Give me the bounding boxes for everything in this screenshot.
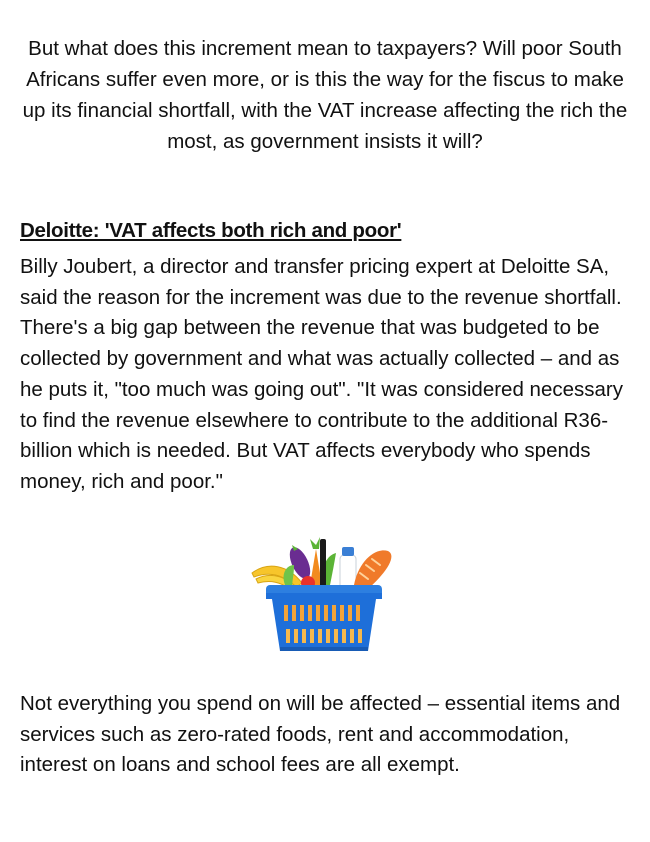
outro-paragraph: Not everything you spend on will be affected – essential items and services such as zero-rated foods, rent and accommodation, interest on loans and school fees are all exempt.: [20, 692, 621, 777]
quote-paragraph: Billy Joubert, a director and transfer pricing expert at Deloitte SA, said the reason for the increment was due to the revenue shortfall. There's a big gap between the revenue that was budgeted to be collected by government and what was actually collected – and as he puts it, "too much was going out". "It was considered necessary to find the revenue elsewhere to contribute to the additional R36-billion which is needed. But VAT affects everybody who spends money, rich and poor.": [20, 255, 623, 493]
section-heading: Deloitte: 'VAT affects both rich and poor': [20, 219, 402, 242]
intro-paragraph: But what does this increment mean to taxpayers? Will poor South Africans suffer even more, or is this the way for the fiscus to make up its financial shortfall, with the VAT increase affecting the rich the most, as government insists it will?: [22, 37, 628, 153]
grocery-basket-icon: [250, 535, 395, 657]
